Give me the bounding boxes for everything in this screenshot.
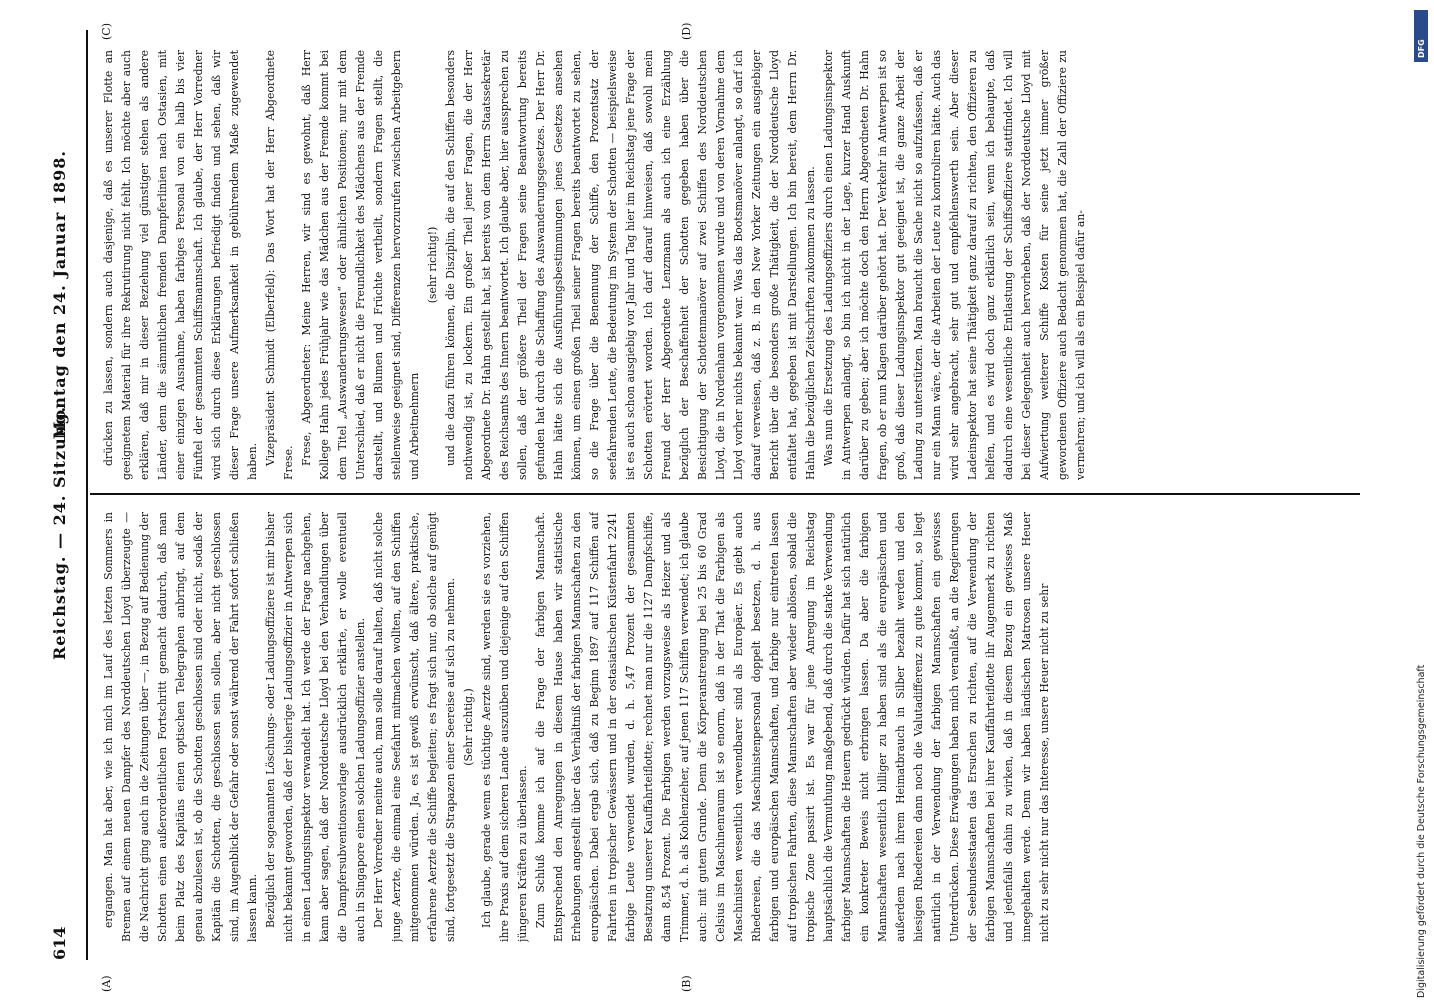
page-number: 614: [50, 926, 69, 960]
margin-mark-b: (B): [680, 975, 693, 992]
dfg-logo-text: DFG: [1417, 39, 1426, 58]
header-rule: [86, 30, 88, 960]
interjection: (sehr richtig!): [426, 226, 439, 304]
margin-mark-d: (D): [680, 22, 693, 40]
paragraph: Bezüglich der sogenannten Löschungs- oder Ladungsoffiziere ist mir bisher nicht bekannt geworden, daß der bisherige Ladungsoffizier in Antwerpen sich in einen Ladungsinspektor verwandelt hat. Ich werde der Frage nachgehen, kann aber sagen, daß der Norddeutsche Lloyd bei den Verhandlungen über die Dampfersubventionsvorlage ausdrücklich erklärte, er wolle eventuell auch in Singapore einen solchen Ladungsoffizier anstellen.: [264, 512, 367, 942]
margin-mark-a: (A): [100, 975, 113, 992]
paragraph: drücken zu lassen, sondern auch dasjenige, daß es unserer Flotte an geeignetem Material für ihre Rekrutirung nicht fehlt. Ich möchte aber auch erklären, daß mir in dieser Beziehung viel günstiger stehen als andere Länder, denn die sämmtlichen fremden Dampferlinien nach Ostasien, mit einer einzigen Ausnahme, haben farbiges Personal von ein halb bis vier Fünftel der gesammten Schiffsmannschaft. Ich glaube, der Herr Vorredner wird sich durch diese Erklärungen befriedigt finden und sehen, daß wir dieser Frage unsere Aufmerksamkeit in gebührendem Maße zugewendet haben.: [102, 50, 259, 480]
left-column: [100, 512, 1350, 942]
session-title: Reichstag. — 24. Sitzung.: [50, 405, 69, 660]
page-header: [40, 30, 78, 960]
paragraph: ergangen. Man hat aber, wie ich mich im Lauf des letzten Sommers in Bremen auf einem neuen Dampfer des Norddeutschen Lloyd überzeugte — die Nachricht ging auch in die Zeitungen über —, in Bezug auf Bedienung der Schotten einen außerordentlichen Fortschritt gemacht dadurch, daß man beim Platz des Kapitäns einen optischen Telegraphen anbringt, auf dem genau abzulesen ist, ob die Schotten geschlossen sind oder nicht, sodaß der Kapitän die Schotten, die geschlossen sein sollen, aber nicht geschlossen sind, im Augenblick der Gefahr oder sonst während der Fahrt sofort schließen lassen kann.: [102, 512, 259, 942]
dfg-logo: [1414, 10, 1428, 62]
margin-mark-c: (C): [100, 23, 113, 40]
newspaper-page: [40, 0, 1370, 1000]
digitization-sidebar: [1410, 0, 1434, 1000]
date-title: Montag den 24. Januar 1898.: [50, 150, 69, 440]
paragraph: Frese, Abgeordneter: Meine Herren, wir sind es gewohnt, daß Herr Kollege Hahn jedes Frühjahr wie das Mädchen aus der Fremde kommt bei dem Titel „Auswanderungswesen“ oder ähnlichen Positionen; nur mit dem Unterschied, daß er nicht die Freundlichkeit des Mädchens aus der Fremde darstellt, und Blumen und Früchte vertheilt, sondern Fragen stellt, die stellenweise geeignet sind, Differenzen hervorzurufen zwischen Arbeitgebern und Arbeitnehmern: [300, 50, 421, 480]
speaker-intro: Vizepräsident Schmidt (Elberfeld): Das Wort hat der Herr Abgeordnete Frese.: [264, 50, 295, 480]
paragraph: Ich glaube, gerade wenn es tüchtige Aerzte sind, werden sie es vorziehen, ihre Praxis auf dem sicheren Lande auszuüben und diejenige auf den Schiffen jüngeren Kräften zu überlassen.: [480, 512, 529, 942]
digitization-credit: Digitalisierung gefördert durch die Deutsche Forschungsgemeinschaft: [1416, 664, 1427, 998]
column-divider: [90, 493, 1360, 495]
paragraph: und die dazu führen können, die Disziplin, die auf den Schiffen besonders nothwendig ist, zu lockern. Ein großer Theil jener Fragen, die der Herr Abgeordnete Dr. Hahn gestellt hat, ist bereits von dem Herrn Staatssekretär des Reichsamts des Innern beantwortet. Ich glaube aber, hier aussprechen zu sollen, daß der größere Theil der Fragen seine Beantwortung bereits gefunden hat durch die Schaffung des Auswanderungsgesetzes. Der Herr Dr. Hahn hätte sich die Ausführungsbestimmungen jenes Gesetzes ansehen können, um einen großen Theil seiner Fragen bereits beantwortet zu sehen, so die Frage über die Benennung der Schiffe, den Prozentsatz der seefahrenden Leute, die Bedeutung im System der Schotten — beispielsweise ist es auch schon ausgiebig vor Jahr und Tag hier im Reichstag jene Frage der Schotten erörtert worden. Ich darf darauf hinweisen, daß sowohl mein Freund der Herr Abgeordnete Lenzmann als auch ich eine Erzählung bezüglich der Beschaffenheit der Schotten gegeben haben über die Besichtigung der Schottenmanöver auf zwei Schiffen des Norddeutschen Lloyd, die in Nordenham vorgenommen wurde und von deren Vornahme dem Lloyd vorher nichts bekannt war. Was das Bootsmanöver anlangt, so darf ich darauf verweisen, daß z. B. in den New Yorker Zeitungen ein ausgiebiger Bericht über die besonders große Thätigkeit, die der Norddeutsche Lloyd entfaltet hat, gegeben ist mit Darstellungen. Ich bin bereit, dem Herrn Dr. Hahn die bezüglichen Zeitschriften zukommen zu lassen.: [444, 50, 817, 480]
right-column: [100, 50, 1350, 480]
paragraph: Zum Schluß komme ich auf die Frage der farbigen Mannschaft. Entsprechend den Anregungen in diesem Hause haben wir statistische Erhebungen angestellt über das Verhältniß der farbigen Mannschaften zu den europäischen. Dabei ergab sich, daß zu Beginn 1897 auf 117 Schiffen auf Fahrten in tropischer Gewässern und in der ostasiatischen Küstenfahrt 2241 farbige Leute verwendet wurden, d. h. 5,47 Prozent der gesammten Besatzung unserer Kauffahrteiflotte; rechnet man nur die 1127 Dampfschiffe, dann 8,54 Prozent. Die Farbigen werden vorzugsweise als Heizer und als Trimmer, d. h. als Kohlenzieher, auf jenen 117 Schiffen verwendet; ich glaube auch: mit gutem Grunde. Denn die Körperanstrengung bei 25 bis 60 Grad Celsius im Maschinenraum ist so enorm, daß in der That die Farbigen als Maschinisten wesentlich verwendbarer sind als Europäer. Es giebt auch Rhedereien, die das Maschinistenpersonal doppelt besetzen, d. h. aus farbigen und europäischen Mannschaften, und farbige nur eintreten lassen auf tropischen Fahrten, diese Mannschaften aber wieder ablösen, sobald die tropische Zone passirt ist. Es war für jene Anregung im Reichstag hauptsächlich die Vermuthung maßgebend, daß durch die starke Verwendung farbiger Mannschaften die Heuern gedrückt würden. Dafür hat sich natürlich ein konkreter Beweis nicht erbringen lassen. Da aber die farbigen Mannschaften wesentlich billiger zu haben sind als die europäischen und außerdem nach ihrem Heimatbrauch in Silber bezahlt werden und den hiesigen Rhedereien dann noch die Valutadifferenz zu gute kommt, so liegt natürlich in der Verwendung der farbigen Mannschaften ein gewisses Unterdrücken. Diese Erwägungen haben mich veranlaßt, an die Regierungen der Seebundesstaaten das Ersuchen zu richten, auf die Verwendung der farbigen Mannschaften bei ihrer Kauffahrteiflotte ihr Augenmerk zu richten und jedenfalls dahin zu wirken, daß in diesem Bezug ein gewisses Maß innegehalten werde. Denn wir haben ländischen Matrosen unsere Heuer nicht zu sehr nicht nur das Interesse, unsere Heuer nicht zu sehr: [534, 512, 1051, 942]
interjection: (Sehr richtig.): [462, 688, 475, 766]
paragraph: Der Herr Vorredner meinte auch, man solle darauf halten, daß nicht solche junge Aerzte, die einmal eine Seefahrt mitmachen wollten, auf den Schiffen mitgenommen würden. Ja, es ist gewiß erwünscht, daß ältere, praktische, erfahrene Aerzte die Schiffe begleiten; es fragt sich nur, ob solche auf genügt sind, fortgesetzt die Strapazen einer Seereise auf sich zu nehmen.: [372, 512, 457, 942]
paragraph: Was nun die Ersetzung des Ladungsoffiziers durch einen Ladungsinspektor in Antwerpen anlangt, so bin ich nicht in der Lage, kurzer Hand Auskunft darüber zu geben; aber ich möchte doch den Herrn Abgeordneten Dr. Hahn fragen, ob er nun Klagen darüber gehört hat. Der Verkehr in Antwerpen ist so groß, daß dieser Ladungsinspektor gut geeignet ist, die ganze Arbeit der Ladung zu unterstützen. Man braucht die Sache nicht so aufzufassen, daß er nur ein Mann wäre, der die Arbeiten der Leute zu kontroliren hätte. Auch das wird sehr angebracht, sehr gut und empfehlenswerth sein. Aber dieser Ladeinspektor hat seine Thätigkeit ganz darauf zu richten, den Offizieren zu helfen, und es wird doch ganz erklärlich sein, wenn ich behaupte, daß dadurch eine wesentliche Entlastung der Schiffsoffiziere stattfindet. Ich will bei dieser Gelegenheit auch hervorheben, daß der Norddeutsche Lloyd mit Aufwiertung weiterer Schiffe Kosten für seine jetzt immer größer gewordenen Offiziere auch Bedacht genommen hat, die Zahl der Offiziere zu vermehren; und ich will als ein Beispiel dafür an-: [822, 50, 1087, 480]
